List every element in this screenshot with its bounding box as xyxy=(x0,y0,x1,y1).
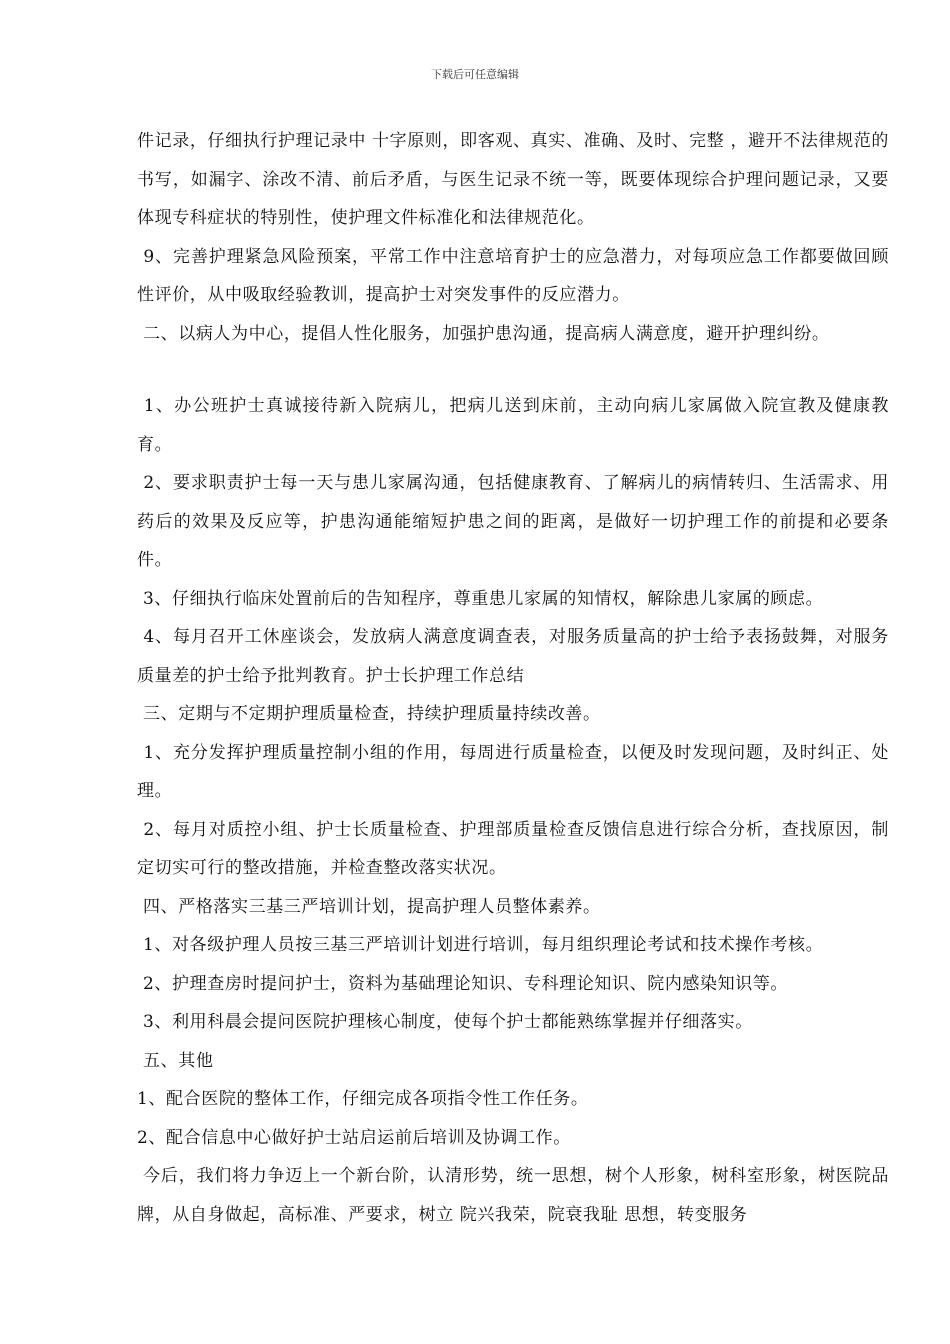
paragraph: 3、仔细执行临床处置前后的告知程序，尊重患儿家属的知情权，解除患儿家属的顾虑。 xyxy=(137,588,824,609)
paragraph: 1、充分发挥护理质量控制小组的作用，每周进行质量检查，以便及时发现问题，及时纠正、处理。 xyxy=(137,742,890,801)
paragraph: 3、利用科晨会提问医院护理核心制度，使每个护士都能熟练掌握并仔细落实。 xyxy=(137,1012,753,1032)
section-heading: 四、严格落实三基三严培训计划，提高护理人员整体素养。 xyxy=(137,896,601,917)
paragraph: 2、配合信息中心做好护士站启运前后培训及协调工作。 xyxy=(137,1127,571,1148)
paragraph: 9、完善护理紧急风险预案，平常工作中注意培育护士的应急潜力，对每项应急工作都要做回顾性评价，从中吸取经验教训，提高护士对突发事件的反应潜力。 xyxy=(137,246,890,305)
paragraph: 4、每月召开工休座谈会，发放病人满意度调查表，对服务质量高的护士给予表扬鼓舞，对服务质量差的护士给予批判教育。护士长护理工作总结 xyxy=(137,627,890,686)
paragraph: 今后，我们将力争迈上一个新台阶，认清形势，统一思想，树个人形象，树科室形象，树医院品牌，从自身做起，高标准、严要求，树立 院兴我荣，院衰我耻 思想，转变服务 xyxy=(137,1166,889,1225)
document-body xyxy=(137,122,889,1234)
section-heading: 三、定期与不定期护理质量检查，持续护理质量持续改善。 xyxy=(137,704,601,724)
section-heading: 二、以病人为中心，提倡人性化服务，加强护患沟通，提高病人满意度，避开护理纠纷。 xyxy=(137,323,830,344)
blank-line xyxy=(137,353,889,387)
paragraph: 1、对各级护理人员按三基三严培训计划进行培训，每月组织理论考试和技术操作考核。 xyxy=(137,935,824,955)
paragraph: 1、配合医院的整体工作，仔细完成各项指令性工作任务。 xyxy=(137,1089,589,1109)
page-header: 下载后可任意编辑 xyxy=(431,68,519,81)
paragraph: 件记录，仔细执行护理记录中 十字原则，即客观、真实、准确、及时、完整 ，避开不法律规范的书写，如漏字、涂改不清、前后矛盾，与医生记录不统一等，既要体现综合护理问题记录，又要体现专科症状的特别性，使护理文件标准化和法律规范化。 xyxy=(137,131,889,228)
paragraph: 2、护理查房时提问护士，资料为基础理论知识、专科理论知识、院内感染知识等。 xyxy=(137,973,789,994)
section-heading: 五、其他 xyxy=(137,1050,214,1071)
paragraph: 2、每月对质控小组、护士长质量检查、护理部质量检查反馈信息进行综合分析，查找原因，制定切实可行的整改措施，并检查整改落实状况。 xyxy=(137,819,890,878)
paragraph: 2、要求职责护士每一天与患儿家属沟通，包括健康教育、了解病儿的病情转归、生活需求、用药后的效果及反应等，护患沟通能缩短护患之间的距离，是做好一切护理工作的前提和必要条件。 xyxy=(137,473,890,570)
paragraph: 1、办公班护士真诚接待新入院病儿，把病儿送到床前，主动向病儿家属做入院宣教及健康教育。 xyxy=(137,396,889,455)
